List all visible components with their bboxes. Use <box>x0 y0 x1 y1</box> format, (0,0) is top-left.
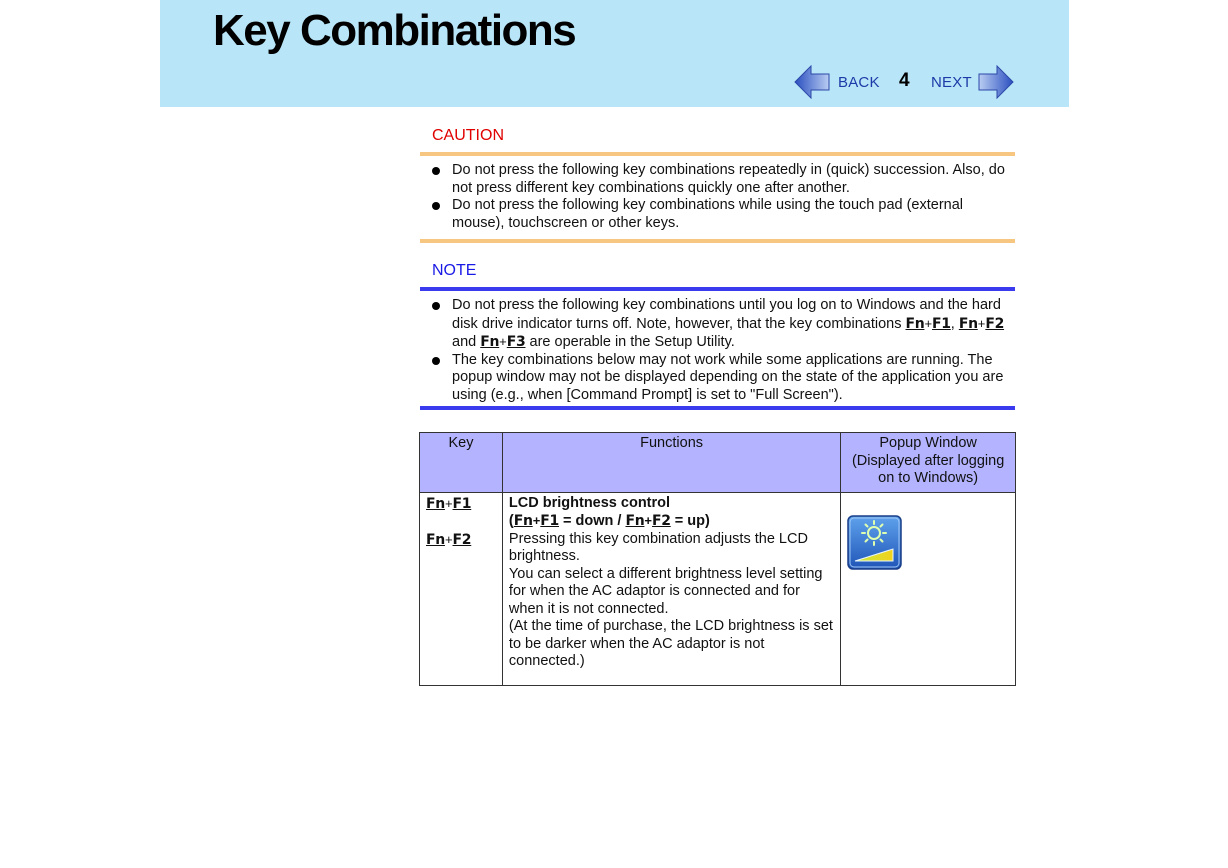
key-combo-fn-f1 <box>426 495 496 514</box>
header-popup: Popup Window (Displayed after logging on to Windows) <box>841 433 1016 493</box>
next-label: NEXT <box>931 73 972 91</box>
up-label: = up) <box>670 513 710 529</box>
fn-key: Fn <box>513 513 533 529</box>
plus-sign: + <box>444 532 453 547</box>
paren: ( <box>508 513 514 529</box>
back-label: BACK <box>838 73 880 91</box>
function-title <box>509 495 834 513</box>
plus-sign: + <box>444 495 453 511</box>
fn-key: Fn <box>426 495 445 512</box>
caution-item: Do not press the following key combinations while using the touch pad (external mouse), touchscreen or other keys. <box>452 197 1005 232</box>
header-functions: Functions <box>502 433 840 493</box>
page-title: Key Combinations <box>213 6 576 55</box>
fn-key: Fn <box>426 532 445 548</box>
f2-key: F2 <box>652 513 671 529</box>
note-item: The key combinations below may not work while some applications are running. The popup window may not be displayed depending on the state of the application you are using (e.g., when [Command Prompt] is set to "Full Screen"). <box>452 351 1004 403</box>
note-box <box>420 287 1015 410</box>
note-text: and <box>452 334 481 350</box>
key-combo-fn-f2 <box>426 531 496 550</box>
arrow-left-icon <box>794 65 830 99</box>
plus-sign: + <box>644 513 653 528</box>
note-list <box>420 291 1015 404</box>
function-title-text: LCD brightness control <box>508 494 671 511</box>
plus-sign: + <box>977 315 986 331</box>
fn-key: Fn <box>625 513 645 529</box>
f1-key: F1 <box>932 315 951 332</box>
table-row <box>420 492 1016 685</box>
key-cell <box>420 492 503 685</box>
function-cell <box>502 492 840 685</box>
next-button[interactable] <box>931 64 1014 100</box>
caution-box <box>420 152 1015 243</box>
popup-cell <box>841 492 1016 685</box>
plus-sign: + <box>532 513 541 528</box>
f2-key: F2 <box>452 532 472 548</box>
note-heading: NOTE <box>432 262 477 279</box>
note-text: are operable in the Setup Utility. <box>525 334 735 350</box>
key-combinations-table <box>419 432 1016 686</box>
function-description: Pressing this key combination adjusts the LCD brightness. <box>508 530 808 564</box>
function-description: (At the time of purchase, the LCD brightness is set to be darker when the AC adaptor is not connected.) <box>508 618 833 669</box>
caution-item: Do not press the following key combinations repeatedly in (quick) succession. Also, do not press different key combinations quickly one after another. <box>452 162 1005 196</box>
fn-key: Fn <box>480 334 500 350</box>
plus-sign: + <box>499 334 507 349</box>
plus-sign: + <box>924 315 933 331</box>
f1-key: F1 <box>452 495 472 512</box>
caution-list <box>420 156 1015 232</box>
function-shortcut-line <box>509 512 834 531</box>
fn-key: Fn <box>958 315 978 332</box>
fn-key: Fn <box>905 315 925 332</box>
caution-heading: CAUTION <box>432 127 504 144</box>
note-text: Do not press the following key combinations until you log on to Windows and the hard disk drive indicator turns off. Note, however, that the key combinations <box>452 297 1001 332</box>
table-header-row <box>420 433 1016 493</box>
page-number: 4 <box>899 70 910 91</box>
note-item <box>452 297 1005 352</box>
f2-key: F2 <box>985 315 1005 332</box>
note-text: , <box>950 315 959 332</box>
arrow-right-icon <box>978 65 1014 99</box>
back-button[interactable] <box>794 64 880 100</box>
f3-key: F3 <box>506 334 526 350</box>
header-key: Key <box>420 433 503 493</box>
function-description: You can select a different brightness level setting for when the AC adaptor is connected and for when it is not connected. <box>508 565 823 617</box>
page-header <box>160 0 1069 107</box>
brightness-icon <box>847 515 1009 576</box>
f1-key: F1 <box>540 513 560 529</box>
down-label: = down / <box>559 513 626 529</box>
